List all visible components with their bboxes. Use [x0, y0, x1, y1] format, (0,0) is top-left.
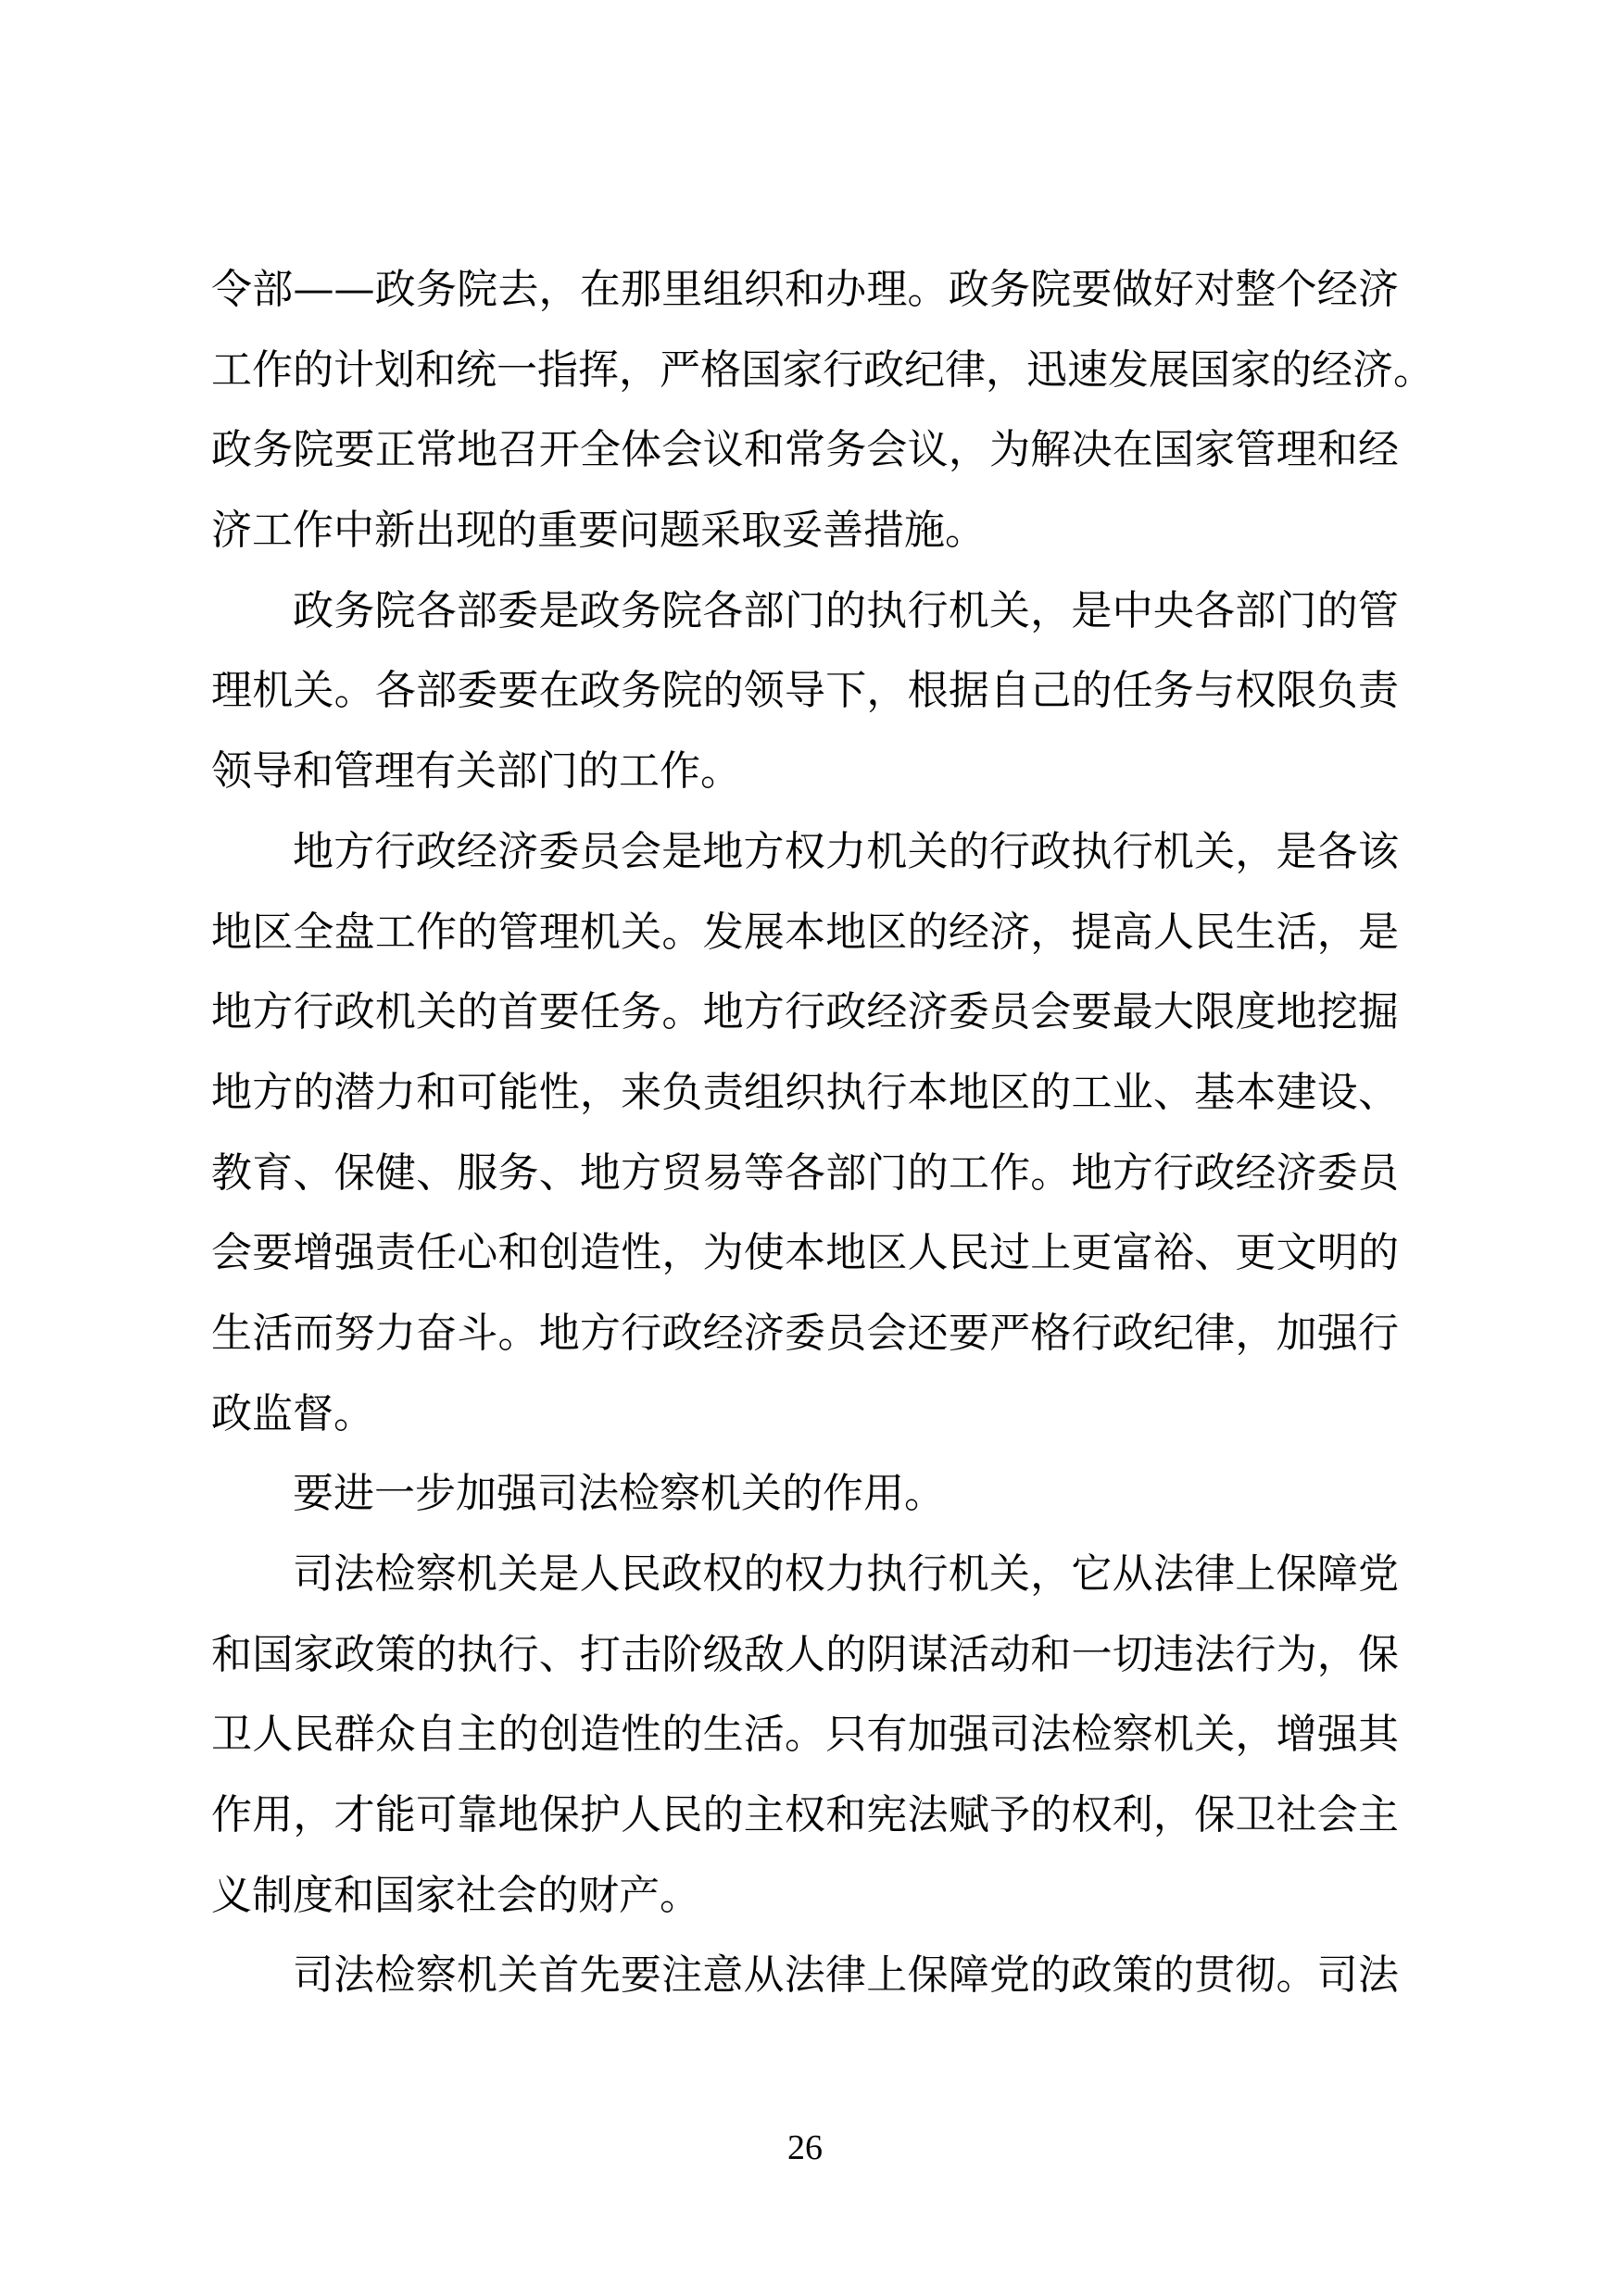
text-line: 理机关。各部委要在政务院的领导下，根据自己的任务与权限负责: [211, 667, 1399, 715]
paragraph-start-line: 要进一步加强司法检察机关的作用。: [293, 1470, 945, 1518]
text-line: 地区全盘工作的管理机关。发展本地区的经济，提高人民生活，是: [211, 908, 1399, 956]
text-line: 令部——政务院去，在那里组织和办理。政务院要做好对整个经济: [211, 266, 1399, 313]
text-line: 义制度和国家社会的财产。: [211, 1871, 700, 1919]
body-text: [211, 250, 1434, 2016]
text-line: 作用，才能可靠地保护人民的主权和宪法赋予的权利，保卫社会主: [211, 1791, 1399, 1839]
text-line: 地方的潜力和可能性，来负责组织执行本地区的工业、基本建设、: [211, 1068, 1399, 1116]
text-line: 济工作中新出现的重要问题采取妥善措施。: [211, 507, 986, 555]
text-line: 和国家政策的执行、打击阶级敌人的阴谋活动和一切违法行为，保: [211, 1630, 1399, 1678]
text-line: 领导和管理有关部门的工作。: [211, 747, 741, 796]
text-line: 卫人民群众自主的创造性的生活。只有加强司法检察机关，增强其: [211, 1711, 1399, 1759]
text-line: 政监督。: [211, 1389, 374, 1437]
paragraph-start-line: 地方行政经济委员会是地方权力机关的行政执行机关，是各该: [293, 827, 1399, 875]
paragraph-start-line: 司法检察机关是人民政权的权力执行机关，它从法律上保障党: [293, 1550, 1399, 1598]
paragraph-start-line: 政务院各部委是政务院各部门的执行机关，是中央各部门的管: [293, 586, 1399, 634]
text-line: 政务院要正常地召开全体会议和常务会议，为解决在国家管理和经: [211, 426, 1399, 474]
text-line: 会要增强责任心和创造性，为使本地区人民过上更富裕、更文明的: [211, 1229, 1399, 1277]
text-line: 地方行政机关的首要任务。地方行政经济委员会要最大限度地挖掘: [211, 988, 1399, 1036]
text-line: 教育、保健、服务、地方贸易等各部门的工作。地方行政经济委员: [211, 1148, 1399, 1197]
text-line: 生活而努力奋斗。地方行政经济委员会还要严格行政纪律，加强行: [211, 1309, 1399, 1357]
text-line: 工作的计划和统一指挥，严格国家行政纪律，迅速发展国家的经济。: [211, 345, 1434, 394]
page-number: 26: [787, 2128, 823, 2167]
paragraph-start-line: 司法检察机关首先要注意从法律上保障党的政策的贯彻。司法: [293, 1951, 1399, 2000]
